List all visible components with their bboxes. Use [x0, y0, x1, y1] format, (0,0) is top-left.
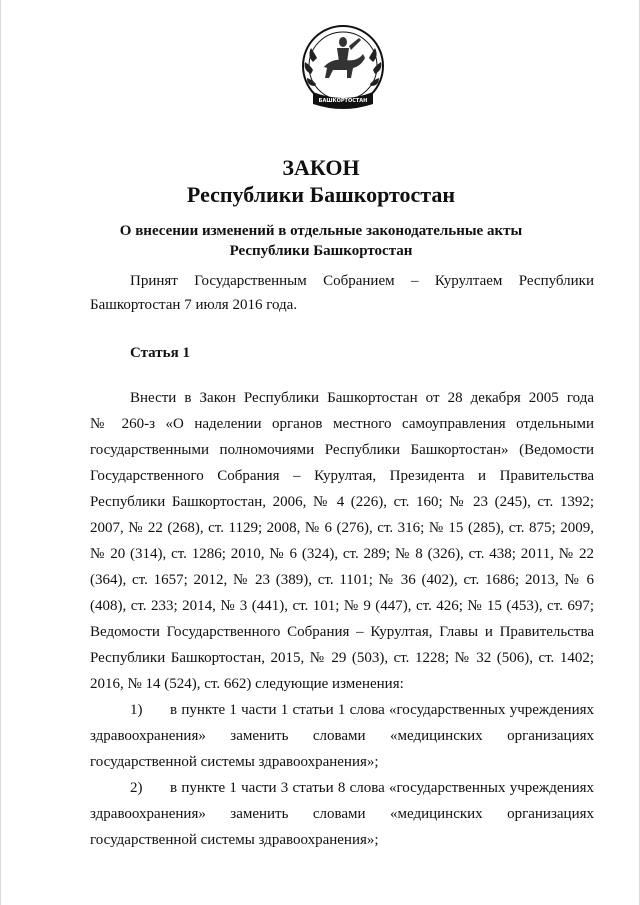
article-text-line: № 260-з «О наделении органов местного самоуправления отдельными — [90, 416, 594, 432]
article-text-line: 2007, № 22 (268), ст. 1129; 2008, № 6 (276), ст. 316; № 15 (285), ст. 875; 2009, — [90, 520, 594, 536]
document-subtitle-line2: Республики Башкортостан — [229, 243, 413, 259]
list-item-1-line2: здравоохранения» заменить словами «медицинских организациях — [90, 728, 594, 744]
list-item-text: в пункте 1 части 3 статьи 8 слова «государственных учреждениях — [170, 780, 594, 796]
document-subtitle-line1: О внесении изменений в отдельные законодательные акты — [119, 223, 523, 239]
list-item-1-line1 — [90, 697, 594, 723]
article-heading: Статья 1 — [130, 345, 190, 361]
document-title-line2: Республики Башкортостан — [186, 182, 456, 207]
article-text-line: Ведомости Государственного Собрания – Курултая, Главы и Правительства — [90, 624, 594, 640]
article-text-line: государственными полномочиями Республики Башкортостан» (Ведомости — [90, 442, 594, 458]
list-item-2-line2: здравоохранения» заменить словами «медицинских организациях — [90, 806, 594, 822]
article-text-line: 2016, № 14 (524), ст. 662) следующие изменения: — [90, 676, 404, 692]
list-item-1-line3: государственной системы здравоохранения»; — [90, 754, 379, 770]
emblem-ribbon-text: БАШКОРТОСТАН — [318, 98, 368, 104]
list-item-text: в пункте 1 части 1 статьи 1 слова «государственных учреждениях — [170, 702, 594, 718]
article-text-line: Республики Башкортостан, 2006, № 4 (226), ст. 160; № 23 (245), ст. 1392; — [90, 494, 594, 510]
article-text-line: Государственного Собрания – Курултая, Президента и Правительства — [90, 468, 594, 484]
article-text-line: Республики Башкортостан, 2015, № 29 (503), ст. 1228; № 32 (506), ст. 1402; — [90, 650, 594, 666]
list-item-number: 2) — [130, 780, 143, 796]
adoption-notice-line2: Башкортостан 7 июля 2016 года. — [90, 297, 298, 313]
coat-of-arms-emblem — [299, 22, 389, 122]
article-text-line: Внести в Закон Республики Башкортостан от 28 декабря 2005 года — [130, 390, 594, 406]
article-text-line: (364), ст. 1657; 2012, № 23 (389), ст. 1101; № 36 (402), ст. 1686; 2013, № 6 — [90, 572, 594, 588]
document-title-line1: ЗАКОН — [282, 155, 360, 180]
list-item-2-line3: государственной системы здравоохранения»; — [90, 832, 379, 848]
article-text-line: № 20 (314), ст. 1286; 2010, № 6 (324), ст. 289; № 8 (326), ст. 438; 2011, № 22 — [90, 546, 594, 562]
list-item-2-line1 — [90, 775, 594, 801]
list-item-number: 1) — [130, 702, 143, 718]
adoption-notice-line1: Принят Государственным Собранием – Курултаем Республики — [130, 273, 594, 289]
article-text-line: (408), ст. 233; 2014, № 3 (441), ст. 101; № 9 (447), ст. 426; № 15 (453), ст. 697; — [90, 598, 594, 614]
